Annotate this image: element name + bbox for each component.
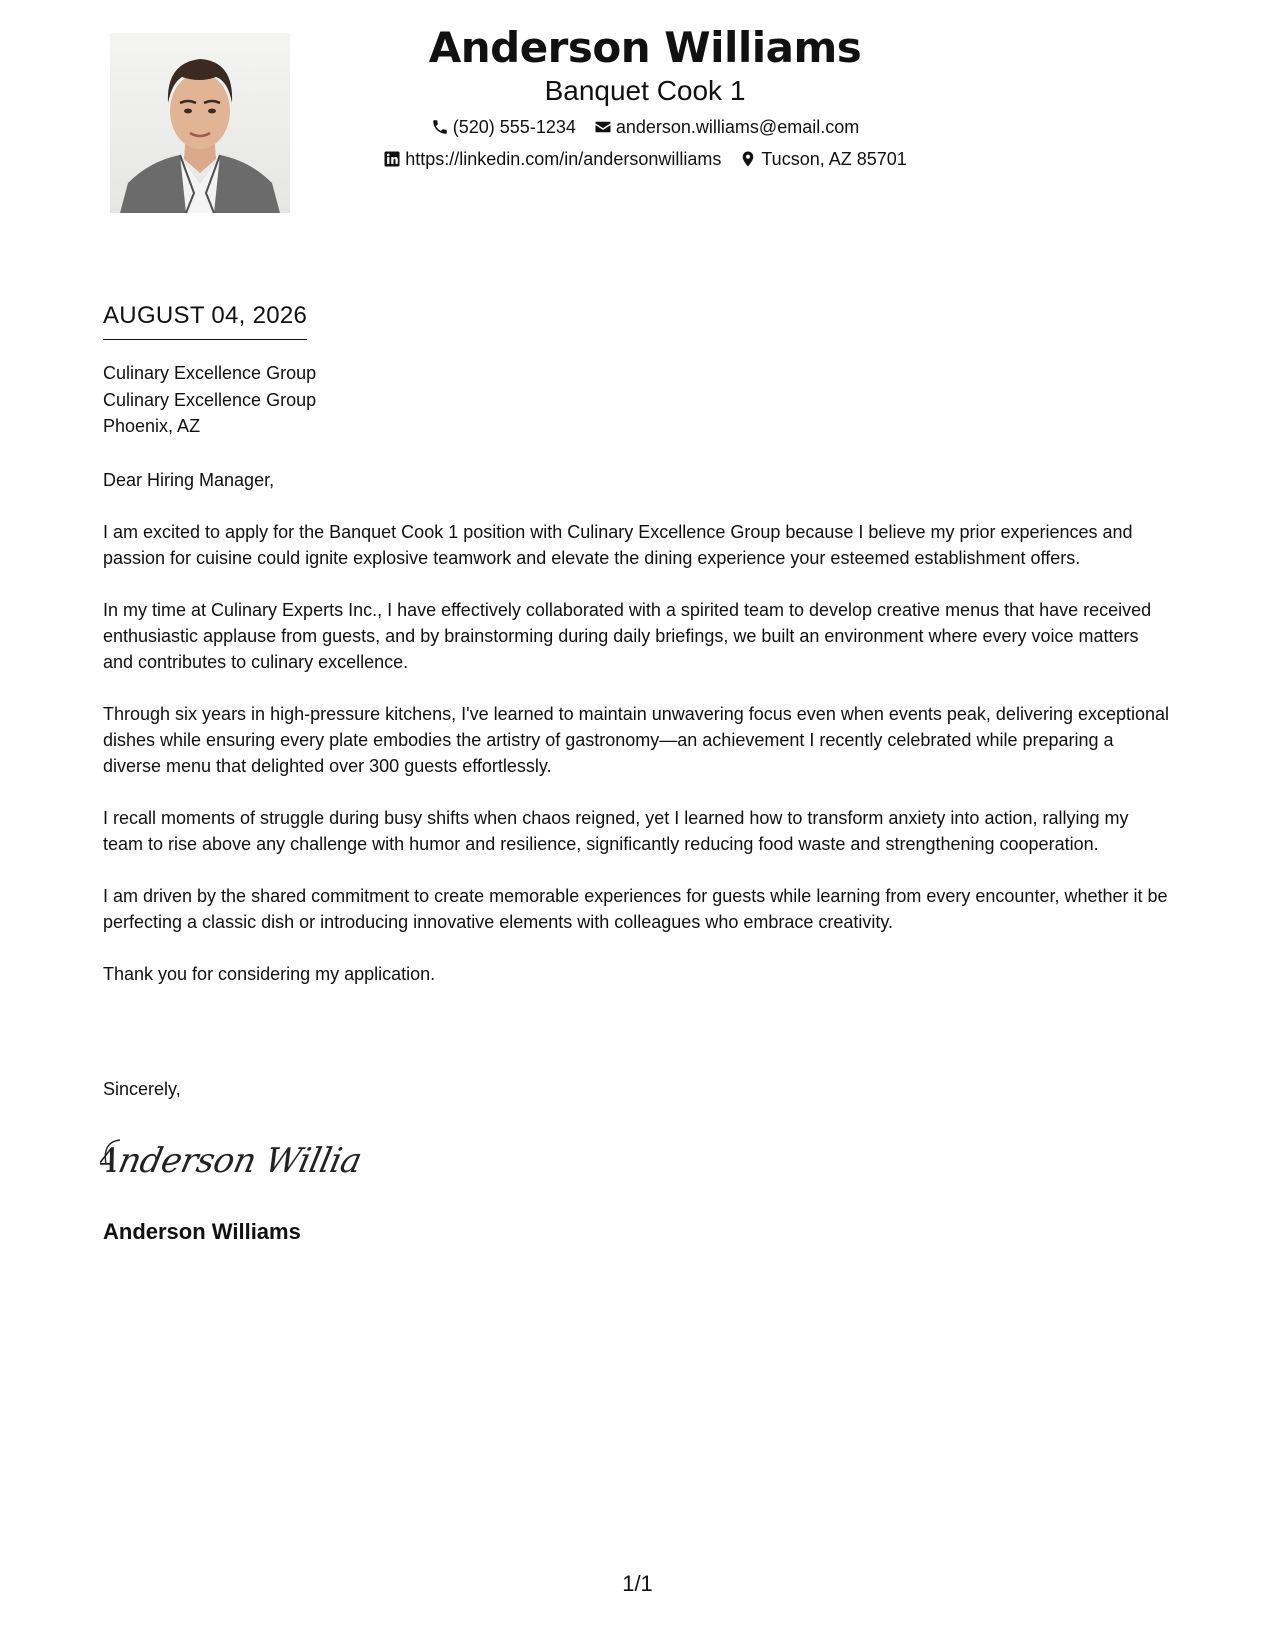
job-title: Banquet Cook 1 (544, 75, 746, 106)
linkedin-text: https://linkedin.com/in/andersonwilliams (405, 149, 722, 169)
email-contact[interactable] (594, 115, 859, 139)
resume-header (330, 22, 960, 171)
closing: Sincerely, (103, 1079, 181, 1099)
contact-line-1 (330, 115, 960, 139)
location-text: Tucson, AZ 85701 (761, 149, 907, 169)
linkedin-contact[interactable] (383, 147, 721, 171)
svg-text:Anderson Willia: Anderson Willia (100, 1141, 365, 1181)
salutation: Dear Hiring Manager, (103, 469, 275, 490)
recipient-line: Culinary Excellence Group (103, 363, 317, 383)
letter-date-block (103, 301, 307, 340)
phone-contact (431, 115, 576, 139)
paragraph: I recall moments of struggle during busy shifts when chaos reigned, yet I learned how to transform anxiety into action, rallying my team to rise above any challenge with humor and resilience, significantly reducing food waste and strengthening cooperation. (103, 807, 1129, 854)
paragraph: I am excited to apply for the Banquet Cook 1 position with Culinary Excellence Group because I believe my prior experiences and passion for cuisine could ignite explosive teamwork and elevate the dining experience your esteemed establishment offers. (103, 521, 1133, 568)
recipient-line: Phoenix, AZ (103, 416, 201, 436)
paragraph: I am driven by the shared commitment to create memorable experiences for guests while learning from every encounter, whether it be perfecting a classic dish or introducing innovative elements with colleagues who embrace creativity. (103, 885, 1168, 932)
applicant-name: Anderson Williams (428, 23, 862, 72)
location-contact (739, 147, 906, 171)
envelope-icon (594, 118, 612, 136)
paragraph: In my time at Culinary Experts Inc., I have effectively collaborated with a spirited team to develop creative menus that have received enthusiastic applause from guests, and by brainstorming during daily briefings, we built an environment where every voice matters and contributes to culinary excellence. (103, 599, 1152, 672)
paragraph: Through six years in high-pressure kitchens, I've learned to maintain unwavering focus even when events peak, delivering exceptional dishes while ensuring every plate embodies the artistry of gastronomy—an achievement I recently celebrated while preparing a diverse menu that delighted over 300 guests effortlessly. (103, 703, 1170, 776)
email-text: anderson.williams@email.com (615, 117, 860, 137)
contact-line-2 (330, 147, 960, 171)
map-marker-icon (739, 150, 757, 168)
signer-name: Anderson Williams (103, 1219, 301, 1244)
phone-icon (431, 118, 449, 136)
letter-date: AUGUST 04, 2026 (103, 301, 307, 340)
phone-text: (520) 555-1234 (452, 117, 576, 137)
handwritten-signature (100, 1128, 370, 1193)
recipient-address (103, 360, 1173, 440)
page-number: 1/1 (622, 1571, 653, 1596)
recipient-line: Culinary Excellence Group (103, 389, 317, 410)
paragraph: Thank you for considering my application. (103, 963, 436, 984)
letter-body (103, 360, 1173, 987)
profile-photo (110, 33, 290, 213)
linkedin-icon (383, 150, 401, 168)
